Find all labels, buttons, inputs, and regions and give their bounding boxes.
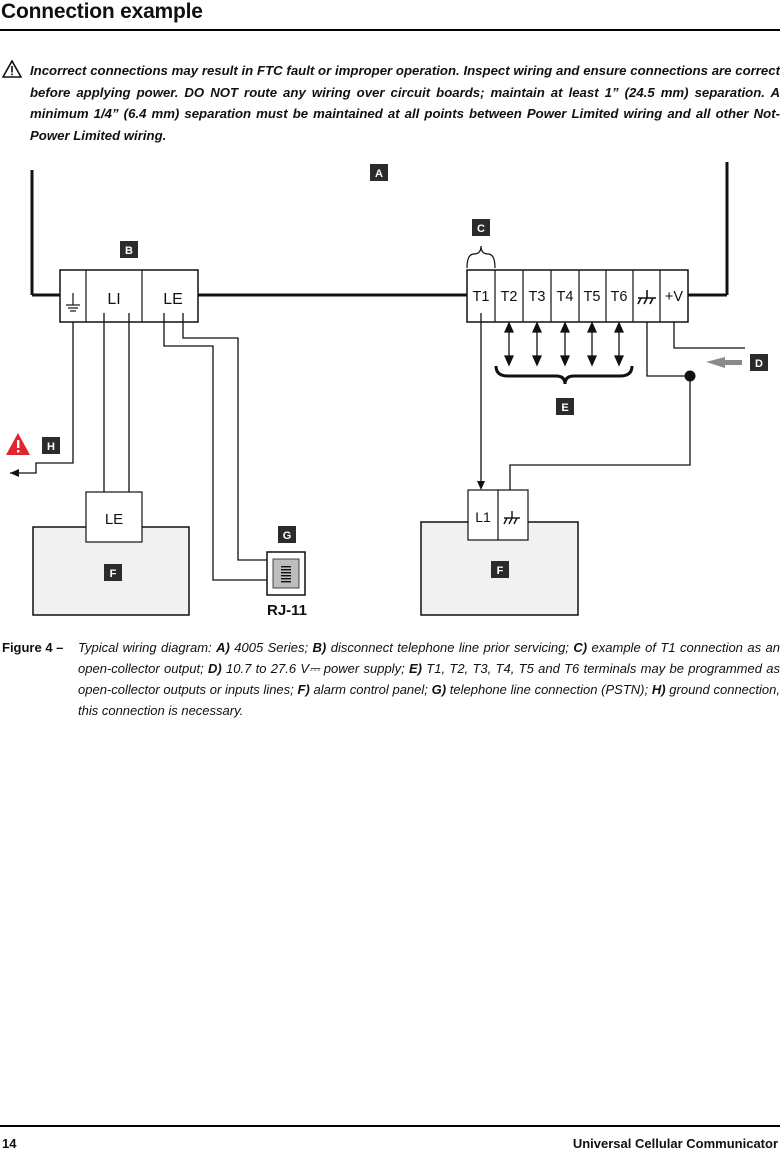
tag-f-left: F <box>109 568 117 580</box>
caption-part: ground connection, this connection is necessary. <box>78 682 780 718</box>
wiring-diagram <box>0 150 780 625</box>
footer-title: Universal Cellular Communicator <box>572 1136 778 1151</box>
alarm-panel-left <box>33 492 189 615</box>
caption-part: D) <box>208 661 222 676</box>
page-heading: Connection example <box>1 0 203 23</box>
figure-label: Figure 4 – <box>2 640 64 655</box>
caption-part: alarm control panel; <box>309 682 432 697</box>
terminal-t1: T1 <box>472 289 490 305</box>
caption-part: G) <box>431 682 447 697</box>
tag-c: C <box>477 223 485 235</box>
terminal-t3: T3 <box>528 289 546 305</box>
caption-part: B) <box>312 640 327 655</box>
terminal-t5: T5 <box>583 289 601 305</box>
tag-a: A <box>375 168 383 180</box>
terminal-le: LE <box>163 291 183 308</box>
caption-part: disconnect telephone line prior servicing; <box>326 640 574 655</box>
caption-part: T1, T2, T3, T4, T5 and T6 terminals may be programmed as open-collector outputs or inputs lines; <box>78 661 780 697</box>
terminal-t2: T2 <box>500 289 518 305</box>
caption-part: telephone line connection (PSTN); <box>446 682 652 697</box>
top-rule <box>0 29 780 31</box>
terminal-t6: T6 <box>610 289 628 305</box>
tag-f-right: F <box>496 565 504 577</box>
terminal-li: LI <box>107 291 121 308</box>
rj11-label: RJ-11 <box>266 602 308 619</box>
main-terminal-block <box>467 270 688 322</box>
caption-part: F) <box>297 682 310 697</box>
caption-part: H) <box>651 682 666 697</box>
caption-part: 4005 Series; <box>229 640 313 655</box>
warning-text: Incorrect connections may result in FTC fault or improper operation. Inspect wiring and ensure connections are correct before applying power. DO NOT route any wiring over circuit boards; maintain at least 1” (24.5 mm) separation. A minimum 1/4” (6.4 mm) separation must be maintained at all points between Power Limited wiring and all other Not-Power Limited wiring. <box>30 63 780 143</box>
rj11-jack <box>267 552 307 619</box>
tag-b: B <box>125 245 133 257</box>
bottom-rule <box>0 1125 780 1127</box>
panel-terminal-l1: L1 <box>475 509 491 525</box>
caption-part: Typical wiring diagram: <box>78 640 217 655</box>
terminal-t4: T4 <box>556 289 574 305</box>
caption-part: 10.7 to 27.6 V <box>221 661 310 676</box>
panel-terminal-le: LE <box>104 511 124 528</box>
io-arrows <box>505 323 623 365</box>
alarm-panel-right <box>421 490 578 615</box>
caption-part: power supply; <box>319 661 409 676</box>
tag-h: H <box>47 441 55 453</box>
terminal-plus-v: +V <box>664 289 684 305</box>
caption-part: example of T1 connection as an open-collector output; <box>78 640 780 676</box>
warning-triangle-icon <box>2 60 22 78</box>
tag-g: G <box>282 530 292 542</box>
caption-part: A) <box>216 640 230 655</box>
figure-caption <box>78 637 780 721</box>
exclamation-triangle-icon <box>6 433 30 455</box>
tag-e: E <box>561 402 569 414</box>
tag-d: D <box>755 358 763 370</box>
caption-part: C) <box>573 640 588 655</box>
page-number: 14 <box>2 1136 17 1151</box>
caption-part: ⎓ <box>309 661 320 676</box>
caption-part: E) <box>408 661 422 676</box>
